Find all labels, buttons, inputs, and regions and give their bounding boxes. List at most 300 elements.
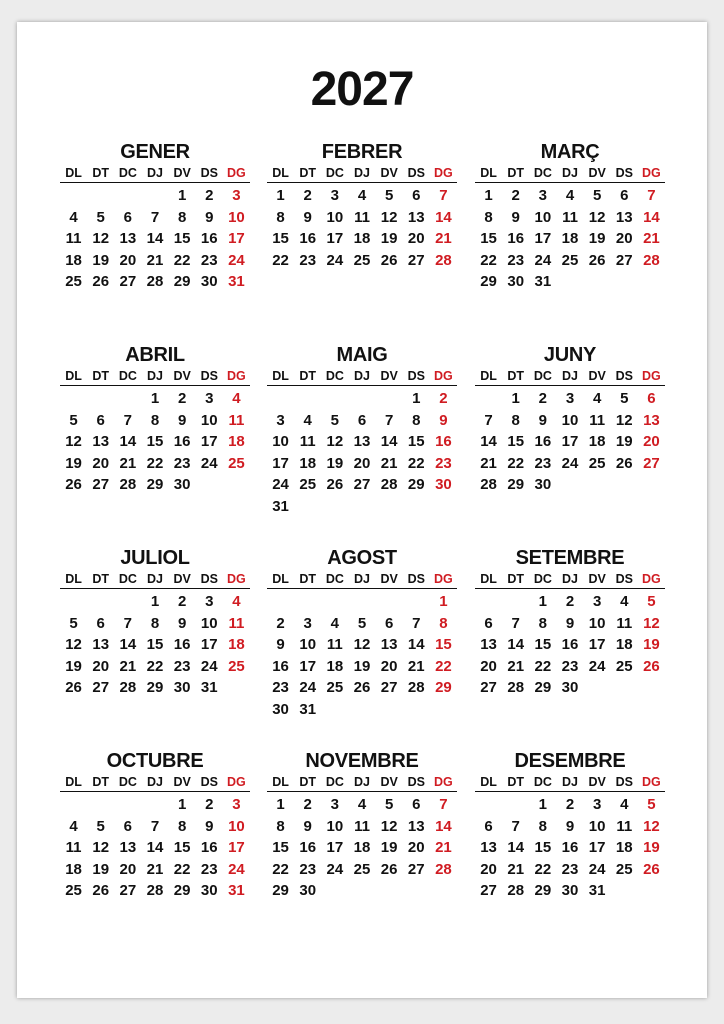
weekday-label: DG [227,775,246,789]
day: 7 [150,817,160,835]
weekday-label: DG [642,166,661,180]
empty-day [114,591,141,613]
week-row [60,634,250,656]
day: 10 [326,208,344,226]
week-row [267,228,457,250]
week-row [60,431,250,453]
day: 9 [511,208,520,226]
day: 27 [615,251,633,269]
weekday-label: DL [480,166,497,180]
day: 13 [92,433,110,450]
sunday-day: 17 [228,839,245,856]
day: 20 [480,860,497,878]
day: 14 [507,839,525,856]
day: 29 [272,882,289,899]
day: 19 [326,454,344,472]
day: 11 [562,208,578,226]
day: 3 [592,593,602,610]
empty-day [141,794,168,816]
day: 3 [205,593,214,610]
weekday-label: DS [407,572,425,586]
week-row [267,431,457,453]
day: 27 [353,476,371,493]
day: 6 [412,187,421,204]
day: 16 [299,839,317,856]
day: 8 [484,208,493,226]
day: 30 [507,273,525,290]
weekday-label: DG [642,572,661,586]
empty-day [348,880,375,902]
empty-day [348,591,375,613]
sunday-day: 25 [228,454,245,472]
day: 7 [484,411,493,429]
day: 27 [119,882,137,899]
day: 9 [205,817,214,835]
day: 12 [353,636,371,653]
day: 12 [65,636,82,653]
month-gener [60,140,250,293]
day: 20 [380,657,398,675]
month-octubre [60,749,250,902]
day: 6 [484,614,493,632]
month-name: NOVEMBRE [305,750,419,772]
day: 30 [534,476,552,493]
day: 6 [123,208,133,226]
month-name: SETEMBRE [515,547,625,569]
sunday-day: 9 [439,411,448,429]
day: 13 [480,839,497,856]
week-row [60,250,250,272]
weekday-label: DC [325,369,344,383]
days-grid [267,794,457,902]
day: 14 [119,636,137,653]
day: 21 [507,860,525,878]
day: 20 [119,251,137,269]
day: 3 [303,614,312,632]
weekday-label: DS [615,775,633,789]
day: 23 [200,251,218,269]
month-juliol [60,546,250,699]
empty-day [611,271,638,293]
days-grid [267,591,457,720]
day: 30 [173,679,191,696]
day: 13 [353,433,371,450]
sunday-day: 16 [435,433,452,450]
day: 9 [565,817,575,835]
weekday-label: DG [227,369,246,383]
month-name: MAIG [336,344,388,366]
day: 12 [92,230,110,247]
weekday-label: DV [380,572,398,586]
sunday-day: 12 [643,817,660,835]
weekday-label: DL [65,369,82,383]
day: 22 [480,251,497,269]
week-row [60,794,250,816]
day: 22 [146,657,164,675]
week-row [60,388,250,410]
day: 18 [299,454,317,472]
sunday-day: 23 [435,454,452,472]
day: 1 [538,796,548,813]
day: 15 [407,433,425,450]
day: 24 [534,251,552,269]
empty-day [502,794,529,816]
day: 23 [299,860,317,878]
day: 13 [380,636,398,653]
day: 15 [480,230,497,247]
days-grid [60,388,250,496]
day: 9 [303,817,312,835]
day: 11 [589,411,606,429]
days-grid [475,388,665,496]
empty-day [611,880,638,902]
weekday-header [60,773,250,792]
month-name: AGOST [327,547,397,569]
day: 4 [620,796,629,813]
empty-day [376,880,403,902]
day: 19 [92,251,110,269]
day: 9 [303,208,312,226]
day: 26 [380,860,398,878]
day: 20 [92,454,110,472]
day: 8 [538,817,548,835]
week-row [60,816,250,838]
week-row [267,677,457,699]
week-row [267,794,457,816]
day: 18 [326,657,344,675]
day: 18 [65,251,82,269]
day: 28 [407,679,425,696]
day: 19 [380,230,398,247]
sunday-day: 20 [643,433,660,450]
month-maig [267,343,457,517]
sunday-day: 24 [228,860,245,878]
empty-day [223,677,250,699]
weekday-label: DC [325,166,344,180]
sunday-day: 21 [643,230,660,247]
sunday-day: 7 [439,187,448,204]
day: 24 [299,679,317,696]
week-row [475,859,665,881]
weekday-label: DV [173,572,191,586]
day: 18 [353,230,371,247]
sunday-day: 30 [435,476,452,493]
day: 22 [146,454,164,472]
week-row [267,859,457,881]
day: 26 [326,476,344,493]
day: 11 [354,208,370,226]
week-row [475,613,665,635]
sunday-day: 26 [643,657,660,675]
day: 22 [407,454,425,472]
empty-day [611,474,638,496]
week-row [60,410,250,432]
day: 25 [353,251,371,269]
week-row [475,677,665,699]
day: 31 [272,497,289,515]
week-row [475,816,665,838]
day: 6 [412,796,421,813]
day: 19 [65,454,82,472]
week-row [475,634,665,656]
day: 10 [200,614,218,632]
day: 24 [561,454,579,472]
empty-day [114,794,141,816]
day: 7 [511,817,520,835]
day: 3 [538,187,548,204]
day: 30 [299,882,317,899]
week-row [475,794,665,816]
weekday-label: DJ [562,775,578,789]
day: 26 [588,251,606,269]
empty-day [584,474,611,496]
week-row [475,185,665,207]
day: 15 [534,839,552,856]
day: 10 [326,817,344,835]
weekday-label: DJ [147,775,163,789]
week-row [60,656,250,678]
day: 13 [119,230,137,247]
sunday-day: 7 [647,187,656,204]
week-row [475,388,665,410]
day: 12 [615,411,633,429]
day: 6 [96,614,105,632]
day: 10 [200,411,218,429]
week-row [60,613,250,635]
sunday-day: 7 [439,796,448,813]
empty-day [376,496,403,518]
weekday-label: DJ [562,166,578,180]
day: 15 [146,433,164,450]
weekday-header [60,570,250,589]
sunday-day: 21 [435,230,452,247]
day: 11 [616,817,633,835]
day: 25 [299,476,317,493]
empty-day [376,699,403,721]
sunday-day: 25 [228,657,245,675]
week-row [267,837,457,859]
month-name: GENER [120,141,190,163]
day: 22 [534,657,552,675]
day: 29 [534,679,552,696]
week-row [267,250,457,272]
day: 20 [353,454,371,472]
day: 11 [299,433,316,450]
days-grid [60,794,250,902]
day: 14 [119,433,137,450]
day: 10 [588,614,606,632]
weekday-label: DJ [354,775,370,789]
weekday-header [267,164,457,183]
month-name: DESEMBRE [514,750,626,772]
day: 17 [200,636,218,653]
day: 13 [92,636,110,653]
day: 15 [507,433,525,450]
weekday-label: DJ [562,369,578,383]
month-novembre [267,749,457,902]
sunday-day: 5 [647,593,656,610]
day: 12 [380,817,398,835]
weekday-label: DS [407,775,425,789]
sunday-day: 21 [435,839,452,856]
weekday-label: DJ [147,369,163,383]
weekday-label: DJ [354,369,370,383]
empty-day [267,388,294,410]
day: 23 [272,679,289,696]
sunday-day: 6 [647,390,656,407]
weekday-label: DJ [147,166,163,180]
day: 31 [200,679,218,696]
day: 22 [173,251,191,269]
weekday-label: DT [92,166,110,180]
weekday-label: DJ [147,572,163,586]
empty-day [348,699,375,721]
sunday-day: 11 [228,411,245,429]
week-row [267,496,457,518]
weekday-header [267,367,457,386]
day: 1 [484,187,493,204]
empty-day [294,496,321,518]
days-grid [475,794,665,902]
weekday-label: DL [480,369,497,383]
empty-day [584,677,611,699]
empty-day [376,388,403,410]
empty-day [321,699,348,721]
day: 2 [565,796,575,813]
month-agost [267,546,457,720]
weekday-label: DG [434,369,453,383]
day: 24 [200,454,218,472]
day: 15 [272,839,289,856]
day: 29 [480,273,497,290]
day: 20 [480,657,497,675]
month-name: FEBRER [321,141,403,163]
day: 22 [173,860,191,878]
empty-day [611,677,638,699]
day: 19 [615,433,633,450]
day: 5 [96,208,105,226]
day: 30 [173,476,191,493]
week-row [475,410,665,432]
day: 10 [299,636,317,653]
weekday-label: DT [299,369,317,383]
day: 5 [330,411,340,429]
week-row [60,207,250,229]
empty-day [321,496,348,518]
day: 17 [299,657,317,675]
day: 10 [588,817,606,835]
day: 16 [200,230,218,247]
empty-day [87,388,114,410]
day: 8 [177,817,187,835]
day: 26 [92,273,110,290]
day: 11 [65,230,82,247]
weekday-label: DC [533,572,552,586]
weekday-label: DV [173,775,191,789]
weekday-header [60,164,250,183]
day: 2 [177,593,187,610]
day: 1 [150,390,160,407]
sunday-day: 19 [643,839,660,856]
day: 15 [272,230,289,247]
week-row [267,474,457,496]
week-row [267,388,457,410]
day: 25 [561,251,579,269]
day: 14 [146,230,164,247]
weekday-label: DV [588,775,606,789]
empty-day [321,388,348,410]
day: 16 [561,636,579,653]
day: 22 [534,860,552,878]
week-row [60,880,250,902]
month-name: MARÇ [540,141,600,163]
weekday-label: DL [272,369,289,383]
weekday-label: DG [642,369,661,383]
calendar-year: 2027 [310,63,414,116]
day: 29 [507,476,525,493]
day: 29 [146,679,164,696]
weekday-header [475,367,665,386]
empty-day [87,591,114,613]
week-row [267,207,457,229]
day: 9 [565,614,575,632]
weekday-label: DV [588,572,606,586]
day: 6 [484,817,493,835]
day: 15 [534,636,552,653]
sunday-day: 3 [232,187,241,204]
sunday-day: 2 [439,390,448,407]
weekday-label: DC [325,775,344,789]
day: 1 [276,187,285,204]
empty-day [348,496,375,518]
weekday-label: DL [272,775,289,789]
day: 13 [480,636,497,653]
empty-day [321,880,348,902]
day: 2 [205,187,214,204]
day: 12 [588,208,606,226]
empty-day [87,185,114,207]
day: 3 [205,390,214,407]
empty-day [294,591,321,613]
month-juny [475,343,665,496]
day: 8 [150,411,160,429]
day: 24 [588,657,606,675]
day: 8 [412,411,421,429]
week-row [475,207,665,229]
day: 2 [205,796,214,813]
day: 1 [177,187,187,204]
sunday-day: 31 [228,273,245,290]
day: 28 [146,273,164,290]
empty-day [403,591,430,613]
day: 4 [357,187,367,204]
week-row [267,613,457,635]
day: 8 [276,817,285,835]
day: 1 [177,796,187,813]
week-row [475,880,665,902]
month-abril [60,343,250,496]
weekday-label: DS [407,369,425,383]
empty-day [114,388,141,410]
week-row [475,591,665,613]
day: 3 [330,796,340,813]
sunday-day: 4 [232,593,241,610]
month-setembre [475,546,665,699]
empty-day [376,591,403,613]
empty-day [475,591,502,613]
weekday-label: DC [533,369,552,383]
day: 24 [326,860,344,878]
